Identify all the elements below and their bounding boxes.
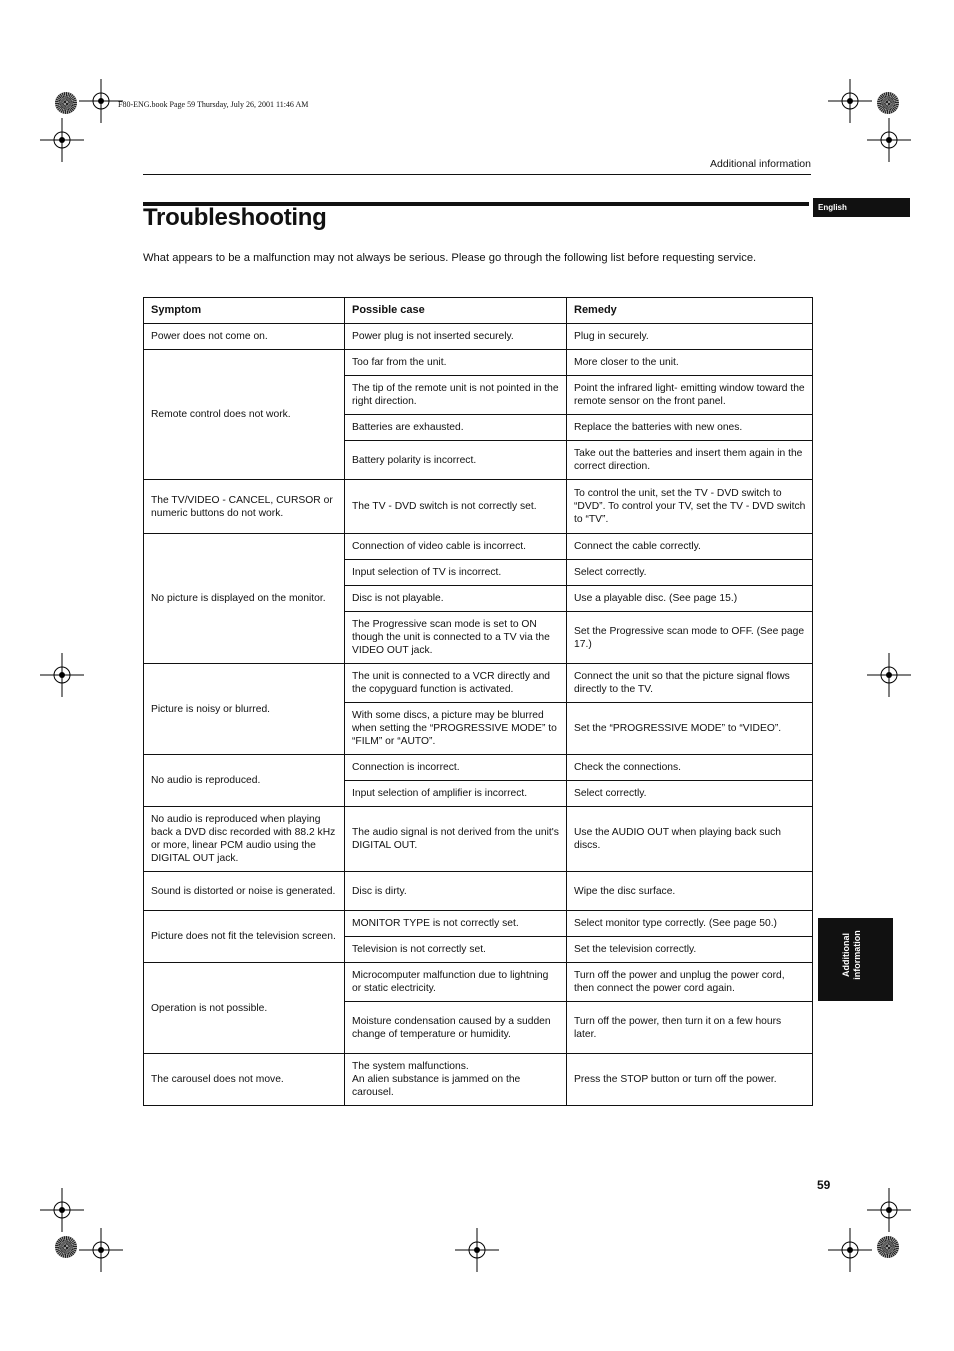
table-row [144,911,813,937]
possible-case-cell: Input selection of amplifier is incorrect. [345,781,567,807]
possible-case-cell: Battery polarity is incorrect. [345,441,567,480]
possible-case-cell: The unit is connected to a VCR directly and the copyguard function is activated. [345,664,567,703]
table-row [144,807,813,872]
possible-case-cell: Connection is incorrect. [345,755,567,781]
possible-case-cell: Moisture condensation caused by a sudden change of temperature or humidity. [345,1002,567,1054]
registration-mark-icon [79,1228,123,1272]
remedy-cell: Select correctly. [567,560,813,586]
symptom-cell: Operation is not possible. [144,963,345,1054]
symptom-cell: Picture is noisy or blurred. [144,664,345,755]
symptom-cell: Power does not come on. [144,324,345,350]
side-tab-label: Additional information [841,930,862,980]
table-row [144,324,813,350]
table-row [144,963,813,1002]
possible-case-cell: The system malfunctions. An alien substance is jammed on the carousel. [345,1054,567,1106]
table-row [144,755,813,781]
symptom-cell: No picture is displayed on the monitor. [144,534,345,664]
section-side-tab [818,918,893,1001]
possible-case-cell: Disc is dirty. [345,872,567,911]
intro-text: What appears to be a malfunction may not always be serious. Please go through the following list before requesting service. [143,252,757,264]
column-header-symptom: Symptom [144,298,345,324]
table-row [144,1054,813,1106]
possible-case-cell: The audio signal is not derived from the unit's DIGITAL OUT. [345,807,567,872]
remedy-cell: Turn off the power, then turn it on a few hours later. [567,1002,813,1054]
possible-case-cell: Connection of video cable is incorrect. [345,534,567,560]
registration-mark-icon [79,79,123,123]
possible-case-cell: Too far from the unit. [345,350,567,376]
registration-mark-icon [455,1228,499,1272]
color-target-icon [877,92,899,114]
file-info: F80-ENG.book Page 59 Thursday, July 26, 2001 11:46 AM [118,100,309,109]
color-target-icon [55,92,77,114]
possible-case-cell: Microcomputer malfunction due to lightning or static electricity. [345,963,567,1002]
remedy-cell: Plug in securely. [567,324,813,350]
table-row [144,480,813,534]
remedy-cell: Use the AUDIO OUT when playing back such discs. [567,807,813,872]
remedy-cell: Set the Progressive scan mode to OFF. (See page 17.) [567,612,813,664]
possible-case-cell: Batteries are exhausted. [345,415,567,441]
possible-case-cell: Input selection of TV is incorrect. [345,560,567,586]
remedy-cell: Use a playable disc. (See page 15.) [567,586,813,612]
registration-mark-icon [40,118,84,162]
troubleshooting-table [143,297,813,1106]
remedy-cell: Point the infrared light- emitting window toward the remote sensor on the front panel. [567,376,813,415]
possible-case-cell: Disc is not playable. [345,586,567,612]
registration-mark-icon [867,118,911,162]
possible-case-cell: The tip of the remote unit is not pointed in the right direction. [345,376,567,415]
remedy-cell: Press the STOP button or turn off the power. [567,1054,813,1106]
remedy-cell: Replace the batteries with new ones. [567,415,813,441]
symptom-cell: The TV/VIDEO - CANCEL, CURSOR or numeric buttons do not work. [144,480,345,534]
running-title: Additional information [710,158,811,170]
column-header-remedy: Remedy [567,298,813,324]
possible-case-cell: The Progressive scan mode is set to ON though the unit is connected to a TV via the VIDEO OUT jack. [345,612,567,664]
table-row [144,872,813,911]
remedy-cell: Select correctly. [567,781,813,807]
page-number: 59 [817,1178,831,1192]
symptom-cell: Sound is distorted or noise is generated. [144,872,345,911]
possible-case-cell: MONITOR TYPE is not correctly set. [345,911,567,937]
remedy-cell: Set the “PROGRESSIVE MODE” to “VIDEO”. [567,703,813,755]
symptom-cell: The carousel does not move. [144,1054,345,1106]
remedy-cell: More closer to the unit. [567,350,813,376]
table-header-row [144,298,813,324]
remedy-cell: Take out the batteries and insert them again in the correct direction. [567,441,813,480]
table-row [144,664,813,703]
registration-mark-icon [40,1188,84,1232]
registration-mark-icon [828,79,872,123]
registration-mark-icon [828,1228,872,1272]
remedy-cell: Wipe the disc surface. [567,872,813,911]
header-rule [143,174,811,175]
color-target-icon [877,1236,899,1258]
symptom-cell: No audio is reproduced when playing back a DVD disc recorded with 88.2 kHz or more, linear PCM audio using the DIGITAL OUT jack. [144,807,345,872]
remedy-cell: Set the television correctly. [567,937,813,963]
remedy-cell: Turn off the power and unplug the power cord, then connect the power cord again. [567,963,813,1002]
registration-mark-icon [867,653,911,697]
remedy-cell: Connect the unit so that the picture signal flows directly to the TV. [567,664,813,703]
possible-case-cell: Power plug is not inserted securely. [345,324,567,350]
column-header-case: Possible case [345,298,567,324]
possible-case-cell: The TV - DVD switch is not correctly set. [345,480,567,534]
symptom-cell: No audio is reproduced. [144,755,345,807]
language-tab: English [813,198,910,217]
possible-case-cell: With some discs, a picture may be blurred when setting the “PROGRESSIVE MODE” to “FILM” or “AUTO”. [345,703,567,755]
remedy-cell: Connect the cable correctly. [567,534,813,560]
remedy-cell: To control the unit, set the TV - DVD switch to “DVD”. To control your TV, set the TV - DVD switch to “TV”. [567,480,813,534]
remedy-cell: Select monitor type correctly. (See page 50.) [567,911,813,937]
registration-mark-icon [867,1188,911,1232]
registration-mark-icon [40,653,84,697]
table-row [144,350,813,376]
color-target-icon [55,1236,77,1258]
page-title: Troubleshooting [143,204,327,231]
table-body [144,324,813,1106]
possible-case-cell: Television is not correctly set. [345,937,567,963]
symptom-cell: Picture does not fit the television screen. [144,911,345,963]
table-row [144,534,813,560]
remedy-cell: Check the connections. [567,755,813,781]
symptom-cell: Remote control does not work. [144,350,345,480]
